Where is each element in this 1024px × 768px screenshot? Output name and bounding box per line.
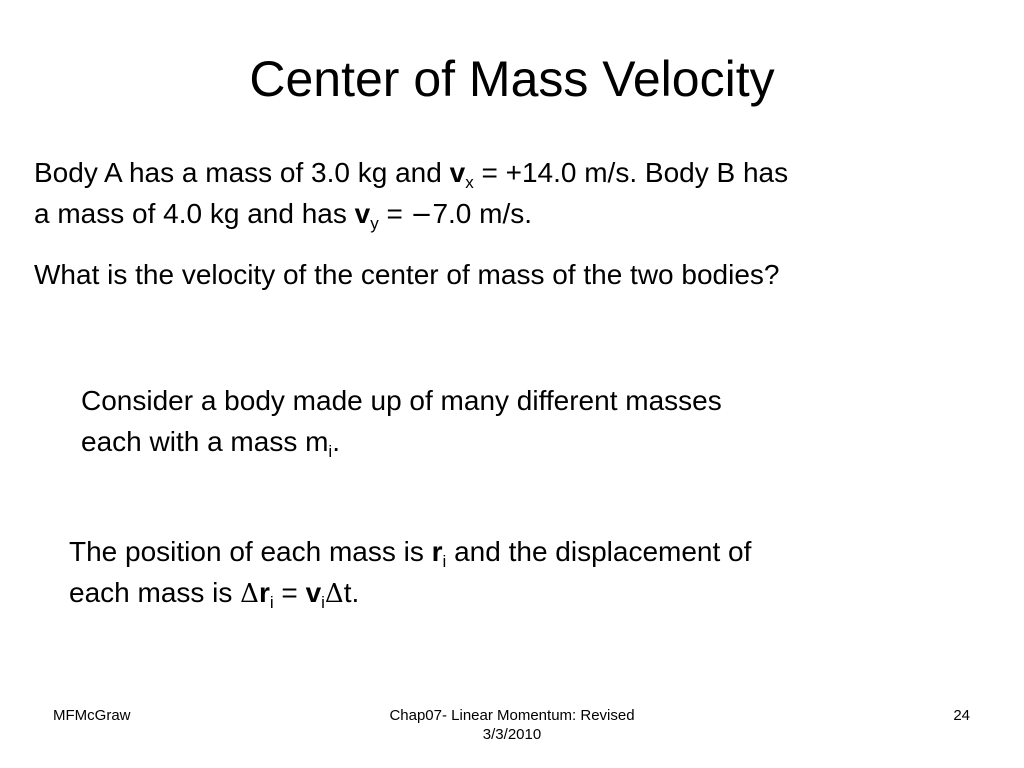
problem-text: 7.0 m/s. [432, 198, 533, 229]
footer-chapter [352, 706, 672, 744]
subscript-y: y [370, 214, 379, 233]
delta-symbol: Δ [324, 579, 344, 609]
subscript-x: x [465, 173, 474, 192]
footer-author: MFMcGraw [53, 707, 131, 724]
consider-text: Consider a body made up of many different masses [81, 385, 722, 416]
consider-statement [81, 380, 901, 462]
subscript-i: i [328, 442, 333, 461]
subscript-i: i [321, 593, 325, 612]
subscript-i: i [442, 552, 447, 571]
position-statement [69, 531, 949, 615]
delta-symbol: Δ [240, 579, 259, 609]
velocity-symbol: v [449, 157, 466, 188]
position-symbol: r [431, 536, 443, 567]
footer-page-number: 24 [953, 707, 970, 724]
position-text: The position of each mass is [69, 536, 432, 567]
velocity-symbol: v [305, 577, 322, 608]
equals-sign: = [273, 577, 306, 608]
problem-text: = [378, 198, 411, 229]
problem-text: = +14.0 m/s. Body B has [473, 157, 789, 188]
position-text: each mass is [69, 577, 241, 608]
slide-title: Center of Mass Velocity [249, 51, 775, 107]
question-text: What is the velocity of the center of mass of the two bodies? [34, 259, 780, 290]
footer-chapter-line2: 3/3/2010 [482, 726, 542, 743]
subscript-i: i [269, 593, 274, 612]
problem-text: a mass of 4.0 kg and has [34, 198, 355, 229]
footer-chapter-line1: Chap07- Linear Momentum: Revised [389, 707, 635, 724]
consider-text: . [332, 426, 340, 457]
problem-statement [34, 152, 984, 236]
position-text: t. [343, 577, 360, 608]
consider-text: each with a mass m [81, 426, 329, 457]
velocity-symbol: v [354, 198, 371, 229]
problem-text: Body A has a mass of 3.0 kg and [34, 157, 450, 188]
position-symbol: r [258, 577, 270, 608]
position-text: and the displacement of [446, 536, 752, 567]
minus-sign: − [410, 200, 433, 230]
